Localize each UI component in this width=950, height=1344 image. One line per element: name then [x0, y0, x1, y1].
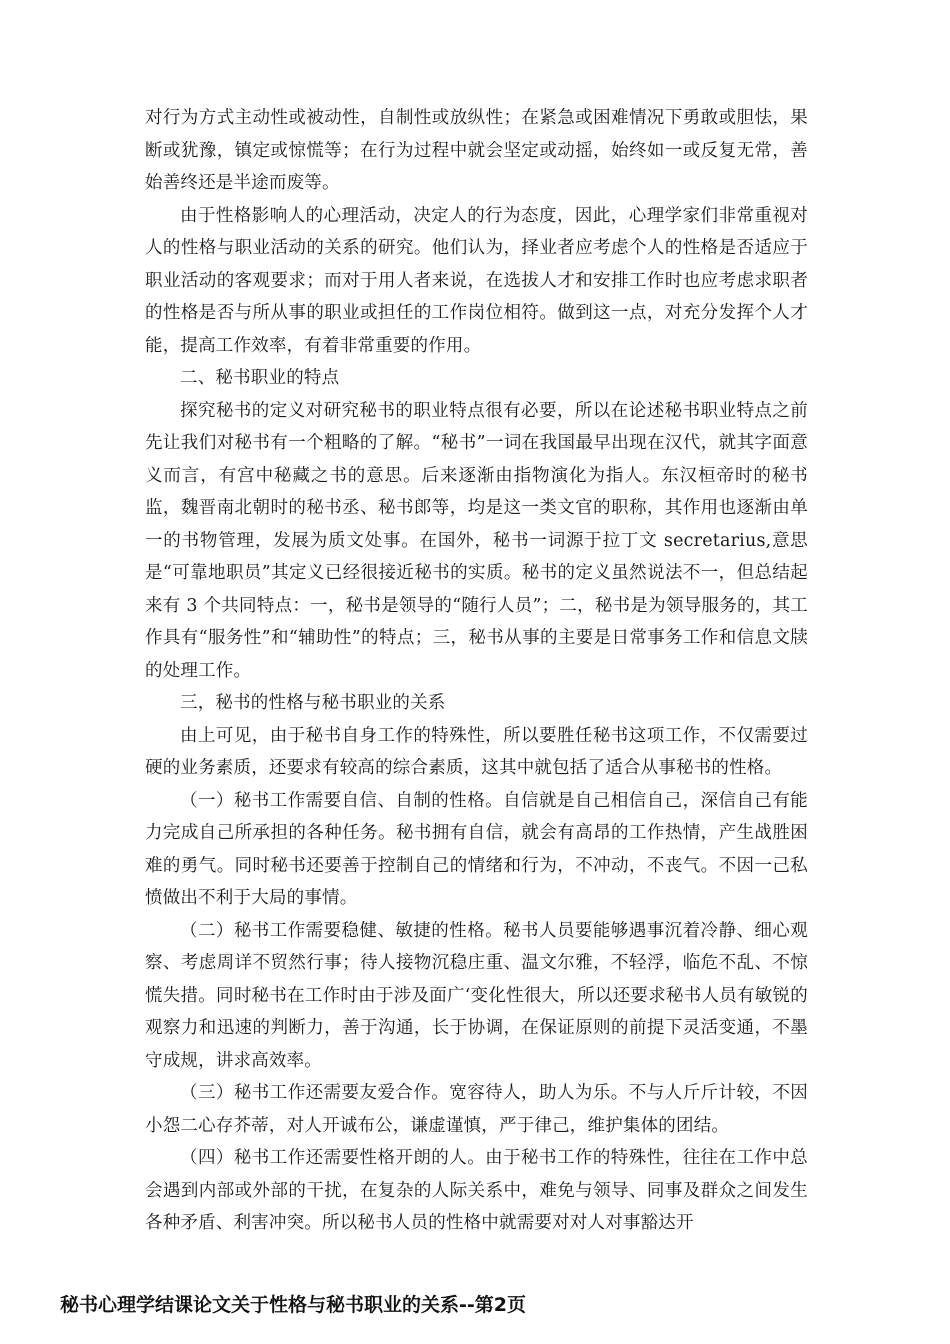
paragraph: 探究秘书的定义对研究秘书的职业特点很有必要，所以在论述秘书职业特点之前先让我们对秘书有一个粗略的了解。“秘书”一词在我国最早出现在汉代，就其字面意义而言，有宫中秘藏之书的意思。后来逐渐由指物演化为指人。东汉桓帝时的秘书监，魏晋南北朝时的秘书丞、秘书郎等，均是这一类文官的职称，其作用也逐渐由单一的书物管理，发展为质文处事。在国外，秘书一词源于拉丁文 secretarius,意思是“可靠地职员”其定义已经很接近秘书的实质。秘书的定义虽然说法不一，但总结起来有 3 个共同特点：一，秘书是领导的“随行人员”；二，秘书是为领导服务的，其工作具有“服务性”和“辅助性”的特点；三，秘书从事的主要是日常事务工作和信息文牍的处理工作。	[145, 400, 808, 681]
section-heading: 二、秘书职业的特点	[180, 368, 340, 388]
document-body	[145, 102, 808, 1240]
page-footer: 秘书心理学结课论文关于性格与秘书职业的关系--第2页	[60, 1294, 526, 1316]
paragraph: （四）秘书工作还需要性格开朗的人。由于秘书工作的特殊性，往往在工作中总会遇到内部或外部的干扰，在复杂的人际关系中，难免与领导、同事及群众之间发生各种矛盾、利害冲突。所以秘书人员的性格中就需要对对人对事豁达开	[145, 1148, 808, 1233]
paragraph: （三）秘书工作还需要友爱合作。宽容待人，助人为乐。不与人斤斤计较，不因小怨二心存芥蒂，对人开诚布公，谦虚谨慎，严于律己，维护集体的团结。	[145, 1083, 808, 1136]
paragraph: 对行为方式主动性或被动性，自制性或放纵性；在紧急或困难情况下勇敢或胆怯，果断或犹豫，镇定或惊慌等；在行为过程中就会坚定或动摇，始终如一或反复无常，善始善终还是半途而废等。	[145, 108, 808, 193]
section-heading: 三，秘书的性格与秘书职业的关系	[180, 693, 446, 713]
paragraph: 由上可见，由于秘书自身工作的特殊性，所以要胜任秘书这项工作，不仅需要过硬的业务素质，还要求有较高的综合素质，这其中就包括了适合从事秘书的性格。	[145, 725, 808, 778]
paragraph: 由于性格影响人的心理活动，决定人的行为态度，因此，心理学家们非常重视对人的性格与职业活动的关系的研究。他们认为，择业者应考虑个人的性格是否适应于职业活动的客观要求；而对于用人者来说，在选拔人才和安排工作时也应考虑求职者的性格是否与所从事的职业或担任的工作岗位相符。做到这一点，对充分发挥个人才能，提高工作效率，有着非常重要的作用。	[145, 205, 808, 356]
paragraph: （二）秘书工作需要稳健、敏捷的性格。秘书人员要能够遇事沉着冷静、细心观察、考虑周详不贸然行事；待人接物沉稳庄重、温文尔雅，不轻浮，临危不乱、不惊慌失措。同时秘书在工作时由于涉及面广‘变化性很大，所以还要求秘书人员有敏锐的观察力和迅速的判断力，善于沟通，长于协调，在保证原则的前提下灵活变通，不墨守成规，讲求高效率。	[145, 920, 808, 1071]
paragraph: （一）秘书工作需要自信、自制的性格。自信就是自己相信自己，深信自己有能力完成自己所承担的各种任务。秘书拥有自信，就会有高昂的工作热情，产生战胜困难的勇气。同时秘书还要善于控制自己的情绪和行为，不冲动，不丧气。不因一己私愤做出不利于大局的事情。	[145, 790, 808, 908]
